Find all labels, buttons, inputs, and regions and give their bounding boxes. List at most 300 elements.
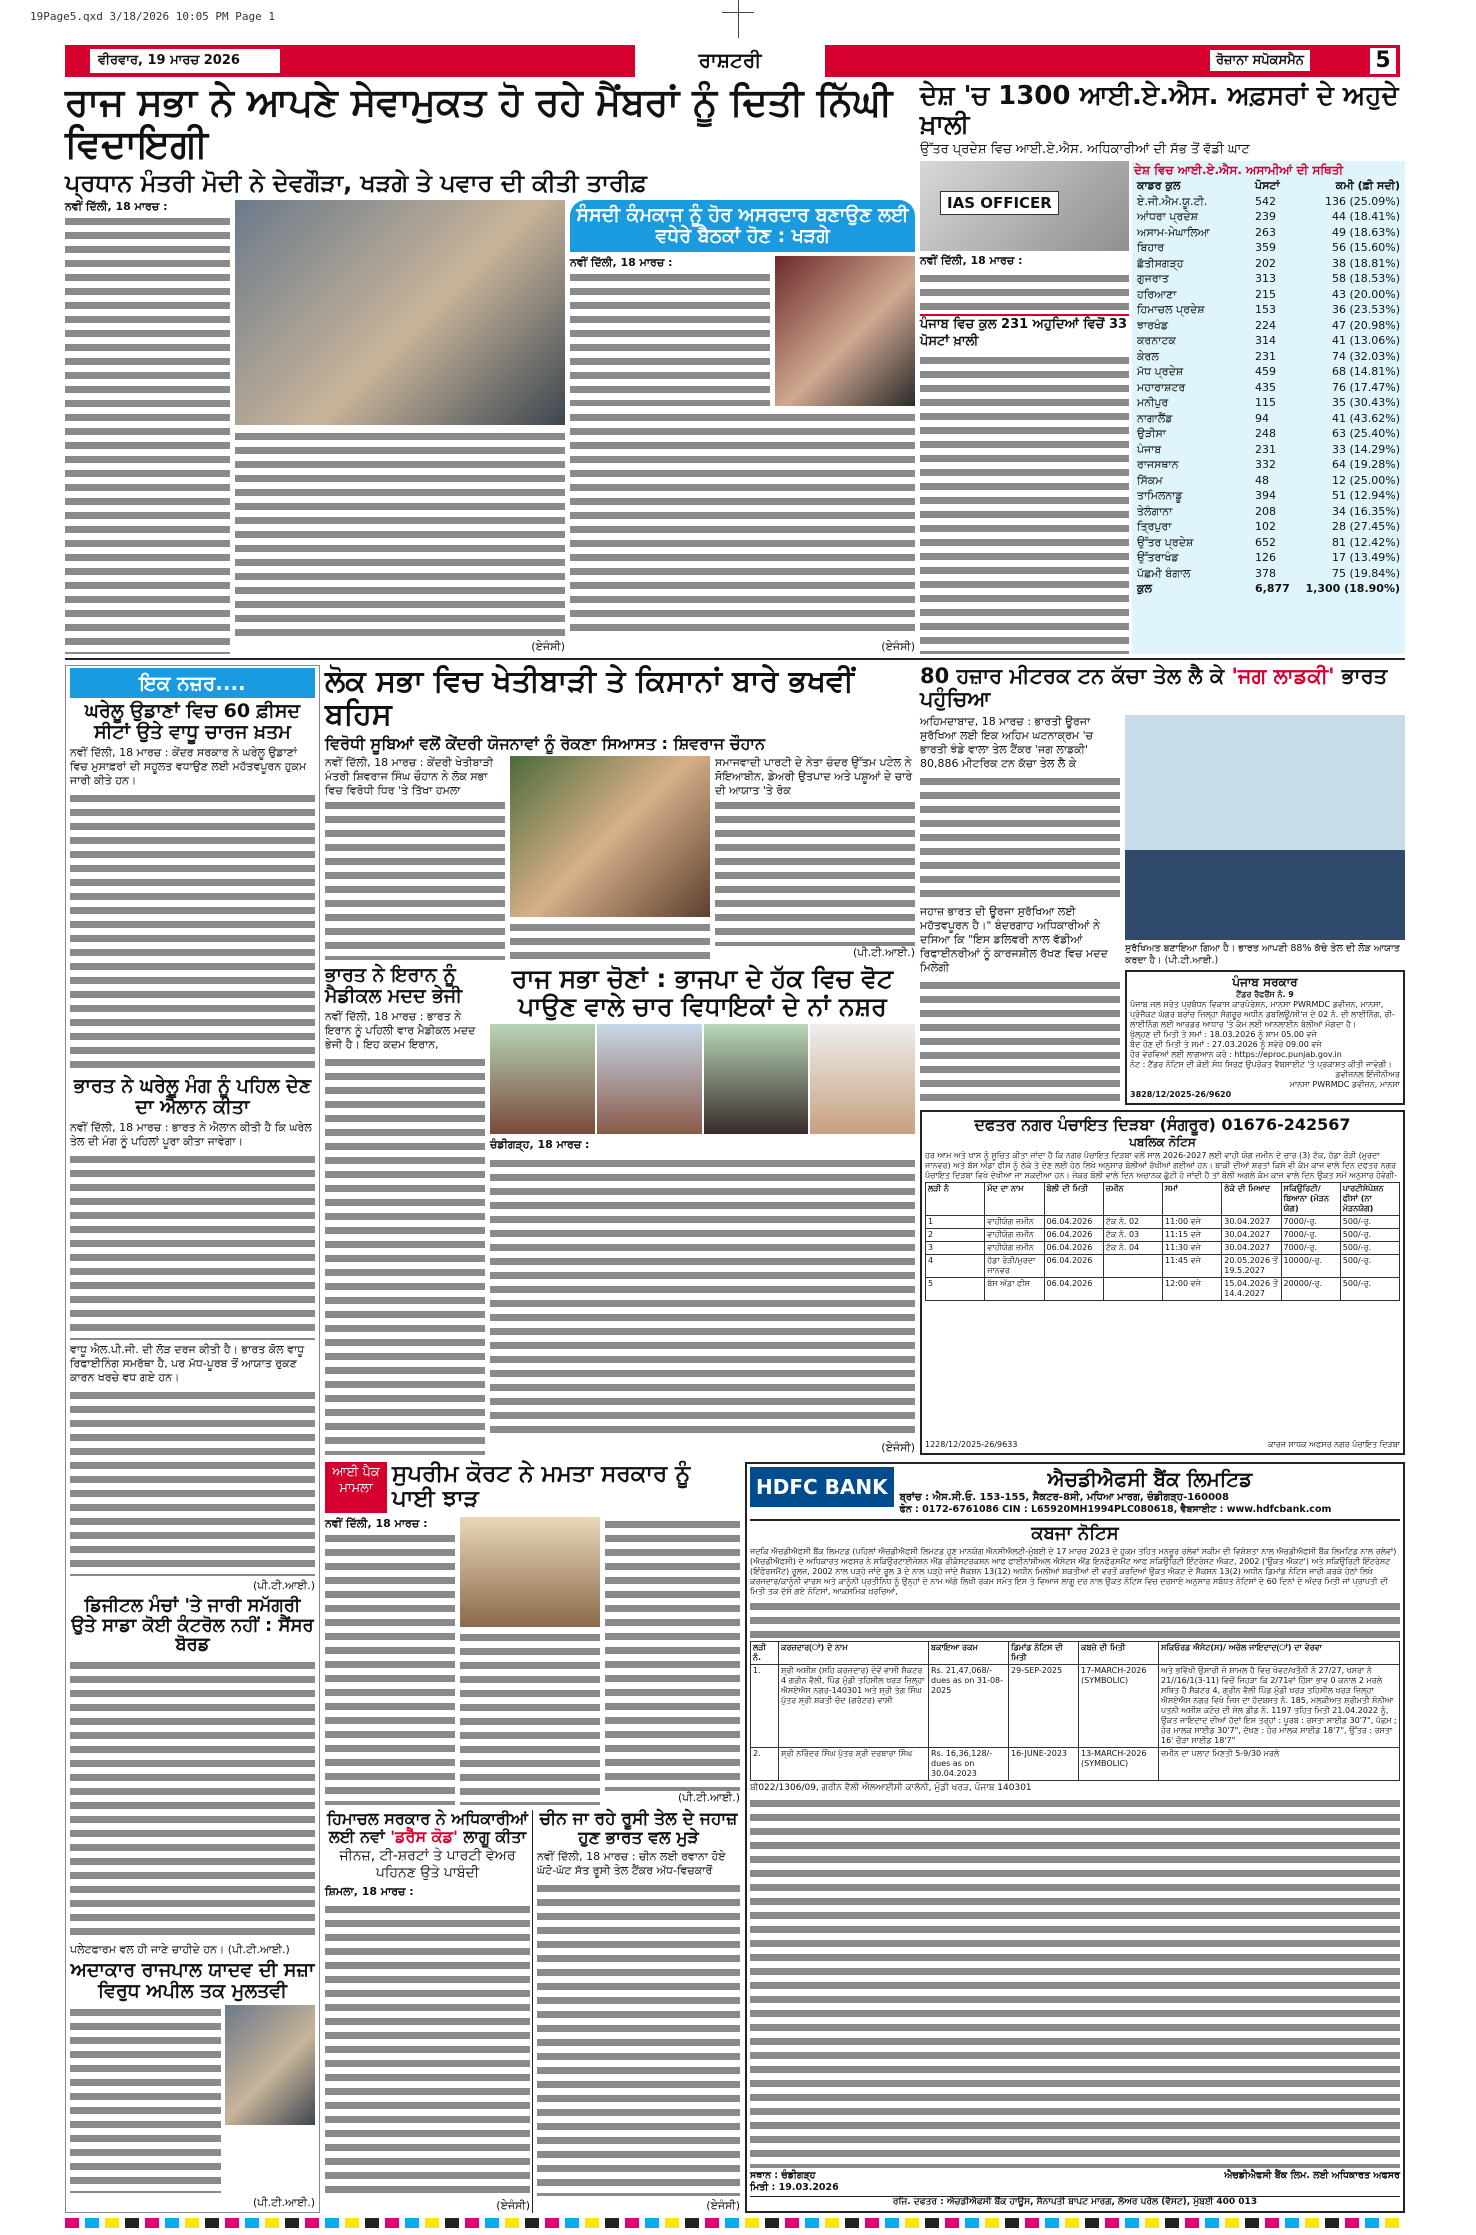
tanker-text: ਜਹਾਜ਼ ਭਾਰਤ ਦੀ ਊਰਜਾ ਸੁਰੱਖਿਆ ਲਈ ਮਹੱਤਵਪੂਰਨ ਹੈ।" ਬੰਦਰਗਾਹ ਅਧਿਕਾਰੀਆਂ ਨੇ ਦਸਿਆ ਕਿ "ਇਸ ਡਲਿਵਰੀ ਨਾਲ ਵੱਡੀਆਂ ਰਿਫਾਈਨਰੀਆਂ ਨੂੰ ਕਾਰਜਸ਼ੀਲ ਰੱਖਣ ਵਿਚ ਮਦਦ ਮਿਲੇਗੀ [920, 905, 1120, 975]
table-cell: 30.04.2027 [1222, 1229, 1281, 1242]
hdfc-table [750, 1641, 1400, 1781]
table-row [1134, 194, 1403, 210]
punjab-tender-ad [1125, 970, 1405, 1105]
table-cell: ਵਾਹੀਯੋਗ ਜ਼ਮੀਨ [985, 1216, 1044, 1229]
ias-body [920, 271, 1129, 311]
table-cell: 542 [1255, 194, 1276, 208]
story-headline: ਅਦਾਕਾਰ ਰਾਜਪਾਲ ਯਾਦਵ ਦੀ ਸਜ਼ਾ ਵਿਰੁਧ ਅਪੀਲ ਤਕ ਮੁਲਤਵੀ [70, 1959, 315, 2003]
iran-headline: ਭਾਰਤ ਨੇ ਇਰਾਨ ਨੂੰ ਮੈਡੀਕਲ ਮਦਦ ਭੇਜੀ [325, 964, 463, 1007]
dirba-public-notice [920, 1110, 1405, 1455]
table-cell: 500/-ਰੁ. [1340, 1278, 1399, 1301]
china-headline: ਚੀਨ ਜਾ ਰਹੇ ਰੂਸੀ ਤੇਲ ਦੇ ਜਹਾਜ਼ ਹੁਣ ਭਾਰਤ ਵਲ ਮੁੜੇ [539, 1809, 738, 1848]
table-cell: ਕੇਰਲ [1137, 349, 1159, 363]
tender-open: ਖੁੱਲ੍ਹਣ ਦੀ ਮਿਤੀ ਤੇ ਸਮਾਂ : 18.03.2026 ਨੂੰ ਸ਼ਾਮ 05.00 ਵਜੇ [1130, 1030, 1317, 1039]
table-row [1134, 209, 1403, 225]
table-cell: ਉੜੀਸਾ [1137, 427, 1166, 441]
hdfc-terms [750, 1796, 1400, 2168]
table-cell: 74 (32.03%) [1331, 349, 1400, 363]
table-cell: ਸ਼੍ਰੀ ਅਸ਼ੀਸ਼ (ਸਹਿ ਕਰਜ਼ਦਾਰ) ਦੋਵੇਂ ਵਾਸੀ ਸੈਕਟਰ 4 ਗਰੀਨ ਵੈਲੀ, ਪਿੰਡ ਮੁੰਡੀ ਤਹਿਸੀਲ ਖਰੜ ਜ਼ਿਲ੍ਹਾ ਐਸਏਐਸ ਨਗਰ-140301 ਅਤੇ ਸ਼੍ਰੀ ਤੇਗ ਸਿੰਘ ਪੁੱਤਰ ਸ਼੍ਰੀ ਸ਼ਕਤੀ ਚੰਦ (ਗਰੰਟਰ) ਵਾਸੀ [779, 1665, 929, 1748]
table-cell: 17-MARCH-2026 (SYMBOLIC) [1079, 1665, 1159, 1748]
table-cell: ਪੰਜਾਬ [1137, 442, 1162, 456]
lok-sabha-headline: ਲੋਕ ਸਭਾ ਵਿਚ ਖੇਤੀਬਾੜੀ ਤੇ ਕਿਸਾਨਾਂ ਬਾਰੇ ਭਖਵੀਂ ਬਹਿਸ [325, 664, 854, 732]
ias-callout: ਪੰਜਾਬ ਵਿਚ ਕੁਲ 231 ਅਹੁਦਿਆਂ ਵਿਚੋਂ 33 ਪੋਸਟਾਂ ਖ਼ਾਲੀ [920, 314, 1129, 350]
table-cell: ਟੱਕ ਨੰ. 03 [1103, 1229, 1162, 1242]
table-cell: ਤੇਲੰਗਾਨਾ [1137, 504, 1173, 518]
table-cell: 41 (13.06%) [1331, 334, 1400, 348]
story-text: ਪਲੇਟਫਾਰਮ ਵਲ ਹੀ ਜਾਣੇ ਚਾਹੀਦੇ ਹਨ। (ਪੀ.ਟੀ.ਆਈ.) [70, 1943, 315, 1957]
table-cell: 33 (14.29%) [1331, 442, 1400, 456]
ias-dateline: ਨਵੀਂ ਦਿੱਲੀ, 18 ਮਾਰਚ : [920, 254, 1129, 268]
issue-date: ਵੀਰਵਾਰ, 19 ਮਾਰਚ 2026 [90, 49, 280, 73]
table-cell: 313 [1255, 272, 1276, 286]
table-cell: 1. [751, 1665, 779, 1748]
tender-office: ਮਾਨਸਾ PWRMDC ਡਵੀਜ਼ਨ, ਮਾਨਸਾ [1289, 1080, 1400, 1089]
table-cell: 332 [1255, 458, 1276, 472]
table-cell: ਸ਼੍ਰੀ ਨਰਿੰਦਰ ਸਿੰਘ ਪੁੱਤਰ ਸ਼੍ਰੀ ਦਰਬਾਰਾ ਸਿੰਘ [779, 1748, 929, 1781]
lead-body-2 [235, 429, 565, 636]
table-cell: 378 [1255, 566, 1276, 580]
rs-polls-story [490, 965, 915, 1455]
headline-highlight: 'ਡਰੈੱਸ ਕੋਡ' [390, 1826, 458, 1846]
col-header: ਪੋਸਟਾਂ [1255, 179, 1280, 193]
col-header: ਕਾਡਰ ਕੁਲ [1137, 179, 1181, 193]
notice-table [925, 1182, 1400, 1301]
table-cell: 500/-ਰੁ. [1340, 1255, 1399, 1278]
hdfc-possession-notice [745, 1462, 1405, 2213]
table-cell: 11:15 ਵਜੇ [1163, 1229, 1222, 1242]
lok-sabha-credit: (ਪੀ.ਟੀ.ਆਈ.) [852, 946, 915, 959]
lok-sabha-story [325, 665, 915, 960]
table-cell: ਹਿਮਾਚਲ ਪ੍ਰਦੇਸ਼ [1137, 303, 1205, 317]
table-cell: 30.04.2027 [1222, 1242, 1281, 1255]
kharge-body-2 [570, 410, 915, 636]
hdfc-intro-cont [750, 1599, 1400, 1639]
table-cell: 64 (19.28%) [1331, 458, 1400, 472]
table-cell: 20.05.2026 ਤੋਂ 19.5.2027 [1222, 1255, 1281, 1278]
table-cell: 68 (14.81%) [1331, 365, 1400, 379]
supreme-credit: (ਪੀ.ਟੀ.ਆਈ.) [677, 1791, 740, 1804]
col-header: ਬੋਲੀ ਦੀ ਮਿਤੀ [1044, 1183, 1103, 1216]
tanker-body-2 [920, 978, 1120, 1105]
table-cell: ਹੱਡਾ ਰੋੜੀ/ਮੁਰਦਾ ਜਾਨਵਰ [985, 1255, 1044, 1278]
kharge-body [570, 270, 770, 406]
mla-photo [490, 1024, 595, 1134]
table-cell: 49 (18.63%) [1331, 225, 1400, 239]
tanker-headline [920, 665, 1405, 711]
kharge-photo [775, 256, 915, 406]
table-cell: 1,300 (18.90%) [1305, 582, 1400, 596]
lok-sabha-subhead: ਵਿਰੋਧੀ ਸੂਬਿਆਂ ਵਲੋਂ ਕੇਂਦਰੀ ਯੋਜਨਾਵਾਂ ਨੂੰ ਰੋਕਣਾ ਸਿਆਸਤ : ਸ਼ਿਵਰਾਜ ਚੌਹਾਨ [325, 734, 766, 753]
table-cell: 394 [1255, 489, 1276, 503]
table-cell: 30.04.2027 [1222, 1216, 1281, 1229]
table-cell: 81 (12.42%) [1331, 535, 1400, 549]
tender-close: ਬੰਦ ਹੋਣ ਦੀ ਮਿਤੀ ਤੇ ਸਮਾਂ : 27.03.2026 ਨੂੰ ਸਵੇਰੇ 09.00 ਵਜੇ [1130, 1040, 1322, 1049]
himachal-credit: (ਏਜੰਸੀ) [496, 2199, 530, 2212]
table-cell: ਹਰਿਆਣਾ [1137, 287, 1177, 301]
table-cell: 11:45 ਵਜੇ [1163, 1255, 1222, 1278]
story-body [70, 1388, 315, 1576]
table-row [1134, 333, 1403, 349]
table-row [1134, 240, 1403, 256]
lead-subhead: ਪ੍ਰਧਾਨ ਮੰਤਰੀ ਮੋਦੀ ਨੇ ਦੇਵਗੌੜਾ, ਖੜਗੇ ਤੇ ਪਵਾਰ ਦੀ ਕੀਤੀ ਤਾਰੀਫ਼ [65, 168, 647, 197]
table-cell: 63 (25.40%) [1331, 427, 1400, 441]
table-cell: 248 [1255, 427, 1276, 441]
col-header: ਸਕਿਉਰਿਟੀ/ਬਿਆਨਾ (ਮੋੜਨ ਯੋਗ) [1281, 1183, 1340, 1216]
masthead: ਰੋਜ਼ਾਨਾ ਸਪੋਕਸਮੈਨ [1210, 50, 1310, 71]
table-cell: 126 [1255, 551, 1276, 565]
table-row [1134, 519, 1403, 535]
table-cell: 500/-ਰੁ. [1340, 1216, 1399, 1229]
table-cell: 6,877 [1255, 582, 1290, 596]
kharge-headline: ਸੰਸਦੀ ਕੰਮਕਾਜ ਨੂੰ ਹੋਰ ਅਸਰਦਾਰ ਬਣਾਉਣ ਲਈ ਵਧੇਰੇ ਬੈਠਕਾਂ ਹੋਣ : ਖੜਗੇ [570, 200, 915, 252]
hdfc-logo: HDFC BANK [750, 1467, 894, 1507]
col-header: ਸਕਿਓਰਡ ਐਸੇਟ(ਸ)/ ਅਚੱਲ ਜਾਇਦਾਦ(ਾਂ) ਦਾ ਵੇਰਵਾ [1159, 1642, 1400, 1665]
supreme-body [325, 1531, 455, 1805]
china-story [537, 1810, 740, 2213]
table-cell: 47 (20.98%) [1331, 318, 1400, 332]
table-cell: ਟੱਕ ਨੰ. 02 [1103, 1216, 1162, 1229]
table-cell: 76 (17.47%) [1331, 380, 1400, 394]
rs-polls-credit: (ਏਜੰਸੀ) [881, 1441, 915, 1454]
table-row [1134, 271, 1403, 287]
supreme-dateline: ਨਵੀਂ ਦਿੱਲੀ, 18 ਮਾਰਚ : [325, 1517, 455, 1531]
table-cell: 75 (19.84%) [1331, 566, 1400, 580]
story-body [70, 791, 315, 1073]
table-cell: 12 (25.00%) [1331, 473, 1400, 487]
table-header-row [926, 1183, 1400, 1216]
ias-body-2 [920, 353, 1129, 654]
rs-polls-dateline: ਚੰਡੀਗੜ੍ਹ, 18 ਮਾਰਚ : [490, 1138, 915, 1152]
tender-note: ਨੋਟ : ਟੈਂਡਰ ਨੋਟਿਸ ਦੀ ਕੋਈ ਸੋਧ ਸਿਰਫ਼ ਉਪਰੋਕਤ ਵੈਬਸਾਈਟ 'ਤੇ ਪ੍ਰਕਾਸ਼ਤ ਕੀਤੀ ਜਾਵੇਗੀ। [1130, 1060, 1392, 1069]
lead-credit: (ਏਜੰਸੀ) [531, 640, 565, 653]
table-cell: ਕੁਲ [1137, 582, 1152, 596]
supreme-headline: ਸੁਪਰੀਮ ਕੋਰਟ ਨੇ ਮਮਤਾ ਸਰਕਾਰ ਨੂੰ ਪਾਈ ਝਾੜ [392, 1461, 691, 1513]
table-row [926, 1255, 1400, 1278]
story-headline: ਡਿਜੀਟਲ ਮੰਚਾਂ 'ਤੇ ਜਾਰੀ ਸਮੱਗਰੀ ਉਤੇ ਸਾਡਾ ਕੋਈ ਕੰਟਰੋਲ ਨਹੀਂ : ਸੈਂਸਰ ਬੋਰਡ [71, 1594, 314, 1656]
col-header: ਸਮਾਂ [1163, 1183, 1222, 1216]
table-cell: ਬੱਸ ਅੱਡਾ ਫੀਸ [985, 1278, 1044, 1301]
table-row [1134, 302, 1403, 318]
ias-headline: ਦੇਸ਼ 'ਚ 1300 ਆਈ.ਏ.ਐਸ. ਅਫ਼ਸਰਾਂ ਦੇ ਅਹੁਦੇ ਖ਼ਾਲੀ [920, 81, 1399, 140]
hdfc-name: ਐਚਡੀਐਫਸੀ ਬੈਂਕ ਲਿਮਟਿਡ [1047, 1467, 1253, 1491]
table-cell: 94 [1255, 411, 1269, 425]
headline-part: 80 ਹਜ਼ਾਰ ਮੀਟਰਕ ਟਨ ਕੱਚਾ ਤੇਲ ਲੈ ਕੇ [920, 664, 1232, 688]
table-row [1134, 364, 1403, 380]
lok-sabha-body-3 [715, 798, 915, 946]
hdfc-signatory: ਐਚਡੀਐਫਸੀ ਬੈਂਕ ਲਿਮ. ਲਈ ਅਧਿਕਾਰਤ ਅਫਸਰ [1224, 2170, 1400, 2181]
table-cell: 2. [751, 1748, 779, 1781]
table-cell: 115 [1255, 396, 1276, 410]
shivraj-photo [510, 756, 710, 917]
table-cell: 231 [1255, 442, 1276, 456]
crop-mark [738, 0, 739, 38]
table-row [1134, 442, 1403, 458]
table-cell: ਕਰਨਾਟਕ [1137, 334, 1176, 348]
headline-part: ਹਿਮਾਚਲ ਸਰਕਾਰ ਨੇ ਅਧਿਕਾਰੀਆਂ ਲਈ ਨਵਾਂ [326, 1809, 529, 1846]
hdfc-place: ਸਥਾਨ : ਚੰਡੀਗੜ੍ਹ [750, 2170, 816, 2181]
ias-story [920, 82, 1405, 654]
supreme-body-3 [605, 1517, 740, 1791]
table-cell: ਉੱਤਰ ਪ੍ਰਦੇਸ਼ [1137, 535, 1194, 549]
table-cell: 06.04.2026 [1044, 1242, 1103, 1255]
lead-photo [235, 200, 565, 425]
col-header: ਜ਼ਮੀਨ [1103, 1183, 1162, 1216]
table-row [1134, 581, 1403, 597]
lead-headline: ਰਾਜ ਸਭਾ ਨੇ ਆਪਣੇ ਸੇਵਾਮੁਕਤ ਹੋ ਰਹੇ ਮੈਂਬਰਾਂ ਨੂੰ ਦਿਤੀ ਨਿੱਘੀ ਵਿਦਾਇਗੀ [65, 80, 893, 166]
tender-title: ਪੰਜਾਬ ਸਰਕਾਰ [1232, 975, 1298, 989]
ik-nazar-column [65, 665, 320, 2213]
tanker-caption: ਸੁਰੱਖਿਅਤ ਬਣਾਇਆ ਗਿਆ ਹੈ। ਭਾਰਤ ਆਪਣੀ 88% ਕੱਚੇ ਤੇਲ ਦੀ ਲੋੜ ਆਯਾਤ ਕਰਦਾ ਹੈ। (ਪੀ.ਟੀ.ਆਈ.) [1125, 943, 1405, 967]
table-row [1134, 504, 1403, 520]
table-cell: ਅਸਾਮ-ਮੇਘਾਲਿਆ [1137, 225, 1210, 239]
table-cell: 202 [1255, 256, 1276, 270]
table-row [926, 1229, 1400, 1242]
notice-body: ਹਰ ਆਮ ਅਤੇ ਖਾਸ ਨੂੰ ਸੂਚਿਤ ਕੀਤਾ ਜਾਂਦਾ ਹੈ ਕਿ ਨਗਰ ਪੰਚਾਇਤ ਦਿੜਬਾ ਵਲੋਂ ਸਾਲ 2026-2027 ਲਈ ਵਾਹੀ ਯੋਗ ਜ਼ਮੀਨ ਦੇ ਚਾਰ (3) ਟੱਕ, ਹੱਡਾ ਰੋੜੀ (ਮੁਰਦਾ ਜਾਨਵਰ) ਅਤੇ ਬੱਸ ਅੱਡਾ ਫੀਸ ਨੂੰ ਠੇਕੇ ਤੇ ਦੇਣ ਲਈ ਹੇਠ ਲਿਖੇ ਅਨੁਸਾਰ ਬੋਲੀਆਂ ਰੱਖੀਆਂ ਗਈਆਂ ਹਨ। ਬਾਕੀ ਦੀਆਂ ਸ਼ਰਤਾਂ ਕਿਸੇ ਵੀ ਕੰਮ ਕਾਜ ਵਾਲੇ ਦਿਨ ਦਫਤਰ ਨਗਰ ਪੰਚਾਇਤ ਦਿੜਬਾ ਵਿਖੇ ਦੇਖੀਆ ਜਾ ਸਕਦੀਆ ਹਨ। ਜੇਕਰ ਬੋਲੀ ਵਾਲੇ ਦਿਨ ਅਚਾਨਕ ਛੁੱਟੀ ਹੋ ਜਾਂਦੀ ਹੈ ਤਾਂ ਬੋਲੀ ਅਗਲੇ ਕੰਮ ਕਾਜ ਵਾਲੇ ਦਿਨ ਉਕਤ ਸਮੇਂ ਅਨੁਸਾਰ ਹੋਵੇਗੀ- [925, 1151, 1397, 1180]
himachal-story [325, 1810, 530, 2213]
notice-signatory: ਕਾਰਜ ਸਾਧਕ ਅਫਸਰ ਨਗਰ ਪੰਚਾਇਤ ਦਿੜਬਾ [1268, 1440, 1400, 1449]
lok-sabha-body-2 [510, 920, 710, 960]
table-cell: 28 (27.45%) [1331, 520, 1400, 534]
story-body [70, 2005, 221, 2193]
tanker-story [920, 665, 1405, 1105]
rajpal-yadav-photo [225, 2005, 315, 2125]
col-header: ਮੱਦ ਦਾ ਨਾਮ [985, 1183, 1044, 1216]
table-row [1134, 473, 1403, 489]
tanker-body [920, 774, 1120, 901]
tender-body: ਪੰਜਾਬ ਜਲ ਸਰੋਤ ਪ੍ਰਬੰਧਨ ਵਿਕਾਸ ਕਾਰਪੋਰੇਸ਼ਨ, ਮਾਨਸਾ PWRMDC ਡਵੀਜ਼ਨ, ਮਾਨਸਾ, ਪ੍ਰੋਜੈਕਟ ਘੱਗਰ ਬਰਾਂਚ ਜ਼ਿਲ੍ਹਾ ਸੰਗਰੂਰ ਅਧੀਨ ਡਬਲਿਊ/ਸੀ'ਜ਼ ਦੇ 02 ਨੰ. ਦੀ ਲਾਈਨਿੰਗ, ਰੀ-ਲਾਈਨਿੰਗ ਲਈ ਆਰਡਰ ਆਧਾਰ 'ਤੇ ਕੰਮ ਲਈ ਆਨਲਾਈਨ ਬੋਲੀਆਂ ਮੰਗਦਾ ਹੈ। [1130, 1000, 1395, 1029]
hdfc-notice-title: ਕਬਜਾ ਨੋਟਿਸ [1031, 1523, 1119, 1544]
table-cell: ਝਾਰਖੰਡ [1137, 318, 1169, 332]
table-cell: 652 [1255, 535, 1276, 549]
hdfc-intro: ਜਦਕਿ ਐਚਡੀਐਫਸੀ ਬੈਂਕ ਲਿਮਟਡ (ਪਹਿਲਾਂ ਐਚਡੀਐਫਸੀ ਲਿਮਟਡ ਹੁਣ ਮਾਨਯੋਗ ਐਨਸੀਐਲਟੀ-ਮੁੰਬਈ ਦੇ 17 ਮਾਰਚ 2023 ਦੇ ਹੁਕਮ ਤਹਿਤ ਮਨਜ਼ੂਰ ਰਲੇਵਾਂ ਸਕੀਮ ਦੀ ਵਿਸ਼ੇਸ਼ਤਾ ਨਾਲ ਐਚਡੀਐਫਸੀ ਬੈਂਕ ਲਿਮਟਿਡ ਨਾਲ ਰਲੇਵਾਂ) (ਐਚਡੀਐਫਸੀ) ਦੇ ਅਧਿਕਾਰਤ ਅਫਸਰ ਨੇ ਸਕਿਉਰਟਾਈਜੇਸ਼ਨ ਐਂਡ ਰੀਕੰਸਟਰਕਸ਼ਨ ਆਫ ਫਾਈਨਾਂਸ਼ੀਅਲ ਐਸੇਟਸ ਐਂਡ ਇਨਫੋਰਸਮੈਂਟ ਆਫ ਸਕਿਉਰਿਟੀ ਇੰਟਰੇਸਟ ਐਕਟ, 2002 ('ਉਕਤ ਐਕਟ') ਅਤੇ ਸਕਿਉਰਿਟੀ ਇੰਟਰੇਸਟ (ਇੰਫੋਰਸਮੈਂਟ) ਰੂਲਜ਼, 2002 ਨਾਲ ਪੜ੍ਹੇ ਜਾਂਦੇ ਰੂਲ 3 ਦੇ ਨਾਲ ਪੜ੍ਹੇ ਜਾਂਦੇ ਸੈਕਸ਼ਨ 13(12) ਅਧੀਨ ਮਿਲੀਆਂ ਸ਼ਕਤੀਆਂ ਦੀ ਵਰਤੋਂ ਕਰਦਿਆਂ ਉਕਤ ਐਕਟ ਦੇ ਸੈਕਸ਼ਨ 13(2) ਅਧੀਨ ਡਿਮਾਂਡ ਨੋਟਿਸ ਜਾਰੀ ਕਰਕੇ ਹੇਠਾਂ ਲਿਖੇ ਕਰਜਦਾਰ/ਕਾਨੂੰਨੀ ਵਾਰਸ ਅਤੇ ਕਾਨੂੰਨੀ ਪ੍ਰਤੀਨਿਧ ਨੂੰ ਉਨ੍ਹਾਂ ਦੇ ਨਾਮ ਅੱਗੇ ਲਿਖੀ ਰਕਮ ਸਮੇਤ ਇਸ ਤੇ ਵਿਆਜ ਲਾਗੂ ਦਰ ਨਾਲ ਉਕਤ ਨੋਟਿਸ ਵਿਚ ਦਰਸਾਏ ਅਨੁਸਾਰ ਸਬੰਧਤ ਨੋਟਿਸਾਂ ਦੇ 60 ਦਿਨਾਂ ਦੇ ਅੰਦਰ ਮਿਤੀ ਜਾਂ ਪ੍ਰਾਪਤੀ ਦੀ ਮਿਤੀ ਤਕ ਦੱਸੇ ਗਏ ਨੋਟਿਸਾਂ, ਆਕਸਮਿਕ ਖ਼ਰਚਿਆਂ, [750, 1547, 1397, 1596]
table-cell: 136 (25.09%) [1324, 194, 1400, 208]
lead-body [65, 214, 230, 654]
rs-polls-headline: ਰਾਜ ਸਭਾ ਚੋਣਾਂ : ਭਾਜਪਾ ਦੇ ਹੱਕ ਵਿਚ ਵੋਟ ਪਾਉਣ ਵਾਲੇ ਚਾਰ ਵਿਧਾਇਕਾਂ ਦੇ ਨਾਂ ਨਸ਼ਰ [511, 964, 894, 1021]
table-cell: 208 [1255, 504, 1276, 518]
tender-ref: ਟੈਂਡਰ ਰੈਫਰੈਂਸ ਨੰ. 9 [1236, 990, 1294, 999]
table-row [926, 1278, 1400, 1301]
tender-signatory: ਡਵੀਜ਼ਨਲ ਇੰਜੀਨੀਅਰ [1335, 1070, 1400, 1079]
lok-sabha-col2: ਸਮਾਜਵਾਦੀ ਪਾਰਟੀ ਦੇ ਨੇਤਾ ਚੰਦਰ ਉੱਤਮ ਪਟੇਲ ਨੇ ਸੋਇਆਬੀਨ, ਡੇਅਰੀ ਉਤਪਾਦ ਅਤੇ ਪਸ਼ੂਆਂ ਦੇ ਚਾਰੇ ਦੀ ਆਯਾਤ 'ਤੇ ਰੋਕ [715, 756, 915, 798]
tender-code: 3828/12/2025-26/9620 [1130, 1090, 1232, 1099]
supreme-court-photo [460, 1517, 600, 1627]
table-cell: 35 (30.43%) [1331, 396, 1400, 410]
hdfc-branch: ਬ੍ਰਾਂਚ : ਐਸ.ਸੀ.ਓ. 153-155, ਸੈਕਟਰ-8ਸੀ, ਮਧਿਆ ਮਾਰਗ, ਚੰਡੀਗੜ੍ਹ-160008 [899, 1492, 1229, 1503]
table-cell: 7000/-ਰੁ. [1281, 1216, 1340, 1229]
hdfc-address: ਬੀ022/1306/09, ਗਰੀਨ ਵੈਲੀ ਐਲਆਈਸੀ ਕਾਲੋਨੀ, ਮੁੰਡੀ ਖਰੜ, ਪੰਜਾਬ 140301 [750, 1783, 1032, 1793]
ias-photo [920, 161, 1129, 251]
table-cell: ਪੱਛਮੀ ਬੰਗਾਲ [1137, 566, 1191, 580]
ias-vacancy-table [1134, 178, 1403, 597]
ik-nazar-label: ਇਕ ਨਜ਼ਰ.... [70, 668, 315, 698]
table-cell: ਛੱਤੀਸਗੜ੍ਹ [1137, 256, 1184, 270]
col-header: ਪਾਰਟੀਸੇਪੇਸ਼ਨ ਫੀਸਾਂ (ਨਾ ਮੋੜਨਯੋਗ) [1340, 1183, 1399, 1216]
table-cell: ਮਨੀਪੁਰ [1137, 396, 1169, 410]
table-row [1134, 225, 1403, 241]
story-lead: ਨਵੀਂ ਦਿੱਲੀ, 18 ਮਾਰਚ : ਭਾਰਤ ਨੇ ਐਲਾਨ ਕੀਤੀ ਹੈ ਕਿ ਘਰੇਲ ਤੇਲ ਦੀ ਮੰਗ ਨੂੰ ਪਹਿਲਾਂ ਪੂਰਾ ਕੀਤਾ ਜਾਵੇਗਾ। [70, 1121, 315, 1149]
table-cell: 435 [1255, 380, 1276, 394]
page-number: 5 [1370, 48, 1396, 74]
table-cell: 231 [1255, 349, 1276, 363]
table-row [1134, 550, 1403, 566]
table-cell: 263 [1255, 225, 1276, 239]
table-cell: 15.04.2026 ਤੋਂ 14.4.2027 [1222, 1278, 1281, 1301]
lok-sabha-body [325, 798, 505, 960]
table-cell: ਏ.ਜੀ.ਐਮ.ਯੂ.ਟੀ. [1137, 194, 1208, 208]
table-cell: 06.04.2026 [1044, 1216, 1103, 1229]
table-cell: ਮਹਾਰਾਸ਼ਟਰ [1137, 380, 1186, 394]
table-cell: 4 [926, 1255, 985, 1278]
table-cell: ਅਤੇ ਭਵਿੱਖੀ ਉਸਾਰੀ ਜੋ ਸ਼ਾਮਲ ਹੈ ਵਿਚ ਖੇਵਟ/ਖਤੌਨੀ ਨੰ 27/27, ਖਸਰਾ ਨੰ 21//16/1(3-11) ਵਿਚੋਂ ਜਿਹੜਾ ਕਿ 2/71ਵਾਂ ਹਿੱਸਾ ਭਾਵ 0 ਕਨਾਲ 2 ਮਰਲੇ ਸਥਿਤ ਹੈ ਸੈਕਟਰ 4, ਗ੍ਰੀਨ ਵੈਲੀ ਪਿੰਡ ਮੁੰਡੀ ਖਰੜ ਤਹਿਸੀਲ ਖਰੜ ਜ਼ਿਲ੍ਹਾ ਐਸਏਐਸ ਨਗਰ ਵਿਖੇ ਜਿਸ ਦਾ ਹੱਦਬਸਤ ਨੰ. 185, ਮਲਕੀਅਤ ਸ਼੍ਰੀਮਤੀ ਸੋਨੀਆ ਪਤਨੀ ਅਸ਼ੀਸ਼ ਕਟੋਚ ਦੀ ਸੇਲ ਡੀਡ ਨੰ. 1197 ਤਹਿਤ ਮਿਤੀ 21.04.2022 ਨੂੰ, ਉਕਤ ਜਾਇਦਾਦ ਦੀਆਂ ਹੱਦਾਂ ਇਸ ਤਰ੍ਹਾਂ : ਪੂਰਬ : ਰਸਤਾ ਸਾਈਡ 30'7", ਪੱਛਮ ; ਹੋਰ ਮਾਲਕ ਸਾਈਡ 30'7", ਦੱਖਣ : ਹੋਰ ਮਾਲਕ ਸਾਈਡ 18'7", ਉੱਤਰ : ਰਸਤਾ 16' ਚੌੜਾ ਸਾਈਡ 18'7" [1159, 1665, 1400, 1748]
headline-part: ਭਾਰਤ ਪਹੁੰਚਿਆ [920, 664, 1388, 712]
table-cell: 5 [926, 1278, 985, 1301]
table-row [751, 1748, 1400, 1781]
col-header: ਲੜੀ ਨੰ. [751, 1642, 779, 1665]
rs-polls-body [490, 1156, 915, 1437]
lok-sabha-lead: ਨਵੀਂ ਦਿੱਲੀ, 18 ਮਾਰਚ : ਕੇਂਦਰੀ ਖੇਤੀਬਾੜੀ ਮੰਤਰੀ ਸ਼ਿਵਰਾਜ ਸਿੰਘ ਚੌਹਾਨ ਨੇ ਲੋਕ ਸਭਾ ਵਿਚ ਵਿਰੋਧੀ ਧਿਰ 'ਤੇ ਤਿੱਖਾ ਹਮਲਾ [325, 756, 505, 798]
crop-mark [722, 12, 754, 13]
headline-highlight: 'ਜਗ ਲਾਡਕੀ' [1231, 664, 1335, 688]
table-cell [1103, 1278, 1162, 1301]
table-row [1134, 380, 1403, 396]
table-cell: ਉੱਤਰਾਖੰਡ [1137, 551, 1179, 565]
divider [532, 1810, 533, 2213]
table-row [1134, 426, 1403, 442]
notice-code: 1228/12/2025-26/9633 [925, 1440, 1018, 1449]
table-cell: ਜ਼ਮੀਨ ਦਾ ਪਲਾਟ ਮਿਣਤੀ 5-9/30 ਮਰਲੇ [1159, 1748, 1400, 1781]
table-header-row [751, 1642, 1400, 1665]
china-lead: ਨਵੀਂ ਦਿੱਲੀ, 18 ਮਾਰਚ : ਚੀਨ ਲਈ ਰਵਾਨਾ ਹੋਏ ਘੱਟੋ-ਘੱਟ ਸੱਤ ਰੂਸੀ ਤੇਲ ਟੈਂਕਰ ਅੱਧ-ਵਿਚਕਾਰੋਂ [537, 1850, 740, 1878]
table-cell: ਗੁਜਰਾਤ [1137, 272, 1169, 286]
mla-photo [704, 1024, 809, 1134]
table-cell: 359 [1255, 241, 1276, 255]
ias-table-title: ਦੇਸ਼ ਵਿਚ ਆਈ.ਏ.ਐਸ. ਅਸਾਮੀਆਂ ਦੀ ਸਥਿਤੀ [1134, 163, 1344, 178]
table-cell: 51 (12.94%) [1331, 489, 1400, 503]
table-cell: 12:00 ਵਜੇ [1163, 1278, 1222, 1301]
table-cell: 36 (23.53%) [1331, 303, 1400, 317]
table-cell: 38 (18.81%) [1331, 256, 1400, 270]
china-body [537, 1881, 740, 2196]
table-cell: 1 [926, 1216, 985, 1229]
table-cell: ਵਾਹੀਯੋਗ ਜ਼ਮੀਨ [985, 1229, 1044, 1242]
table-cell: 48 [1255, 473, 1269, 487]
table-cell: 13-MARCH-2026 (SYMBOLIC) [1079, 1748, 1159, 1781]
table-cell: ਸਿੱਕਮ [1137, 473, 1163, 487]
himachal-body [325, 1902, 530, 2196]
kharge-dateline: ਨਵੀਂ ਦਿੱਲੀ, 18 ਮਾਰਚ : [570, 256, 770, 270]
supreme-story [325, 1462, 740, 1805]
supreme-body-2 [460, 1630, 600, 1805]
table-row [926, 1216, 1400, 1229]
table-cell: Rs. 16,36,128/- dues as on 30.04.2023 [929, 1748, 1009, 1781]
table-row [1134, 411, 1403, 427]
hdfc-contact: ਫੋਨ : 0172-6761086 CIN : L65920MH1994PLC080618, ਵੈਬਸਾਈਟ : www.hdfcbank.com [899, 1504, 1332, 1515]
table-cell: 43 (20.00%) [1331, 287, 1400, 301]
page-header-bar [65, 45, 1400, 77]
table-cell: 102 [1255, 520, 1276, 534]
table-row [1134, 488, 1403, 504]
tanker-lead: ਅਹਿਮਦਾਬਾਦ, 18 ਮਾਰਚ : ਭਾਰਤੀ ਊਰਜਾ ਸੁਰੱਖਿਆ ਲਈ ਇਕ ਅਹਿਮ ਘਟਨਾਕ੍ਰਮ 'ਚ ਭਾਰਤੀ ਝੰਡੇ ਵਾਲਾ ਤੇਲ ਟੈਂਕਰ 'ਜਗ ਲਾਡਕੀ' 80,886 ਮੀਟਰਿਕ ਟਨ ਕੱਚਾ ਤੇਲ ਲੈ ਕੇ [920, 715, 1120, 771]
table-cell: ਮੱਧ ਪ੍ਰਦੇਸ਼ [1137, 365, 1184, 379]
table-row [751, 1665, 1400, 1748]
table-cell: 314 [1255, 334, 1276, 348]
table-cell: 10000/-ਰੁ. [1281, 1255, 1340, 1278]
col-header: ਠੇਕੇ ਦੀ ਮਿਆਦ [1222, 1183, 1281, 1216]
notice-title: ਦਫਤਰ ਨਗਰ ਪੰਚਾਇਤ ਦਿੜਬਾ (ਸੰਗਰੂਰ) 01676-242567 [974, 1115, 1351, 1134]
table-cell: 11:30 ਵਜੇ [1163, 1242, 1222, 1255]
table-cell: 459 [1255, 365, 1276, 379]
ias-table-box [1132, 161, 1405, 654]
lead-story [65, 82, 915, 654]
table-cell: ਤ੍ਰਿਪੁਰਾ [1137, 520, 1172, 534]
table-cell: 2 [926, 1229, 985, 1242]
story-body [70, 1658, 315, 1940]
hdfc-footer: ਰਜਿ. ਦਫਤਰ : ਐਚਡੀਐਫਸੀ ਬੈਂਕ ਹਾਊਸ, ਸੈਨਾਪਤੀ ਬਾਪਟ ਮਾਰਗ, ਲੋਅਰ ਪਰੇਲ (ਵੈਸਟ), ਮੁੰਬਈ 400 013 [750, 2196, 1400, 2208]
table-row [1134, 566, 1403, 582]
table-cell: 44 (18.41%) [1331, 210, 1400, 224]
table-cell: 17 (13.49%) [1331, 551, 1400, 565]
table-cell: 215 [1255, 287, 1276, 301]
himachal-dateline: ਸ਼ਿਮਲਾ, 18 ਮਾਰਚ : [325, 1885, 530, 1899]
rs-mla-photos [490, 1024, 915, 1134]
table-cell: 239 [1255, 210, 1276, 224]
table-cell: 06.04.2026 [1044, 1278, 1103, 1301]
table-cell [1103, 1255, 1162, 1278]
table-cell: ਬਿਹਾਰ [1137, 241, 1165, 255]
table-cell: 7000/-ਰੁ. [1281, 1242, 1340, 1255]
story-body [70, 1152, 315, 1340]
ipac-tag: ਆਈ ਪੈਕ ਮਾਮਲਾ [325, 1462, 387, 1513]
table-cell: 3 [926, 1242, 985, 1255]
table-cell: ਰਾਜਸਥਾਨ [1137, 458, 1179, 472]
table-cell: 06.04.2026 [1044, 1229, 1103, 1242]
table-cell: 58 (18.53%) [1331, 272, 1400, 286]
story-credit: (ਪੀ.ਟੀ.ਆਈ.) [252, 1578, 315, 1592]
table-cell: ਤਾਮਿਲਨਾਡੂ [1137, 489, 1183, 503]
col-header: ਕਬਜ਼ੇ ਦੀ ਮਿਤੀ [1079, 1642, 1159, 1665]
table-cell: 41 (43.62%) [1331, 411, 1400, 425]
notice-subtitle: ਪਬਲਿਕ ਨੋਟਿਸ [1129, 1135, 1196, 1149]
print-slug: 19Page5.qxd 3/18/2026 10:05 PM Page 1 [30, 10, 276, 23]
tanker-photo [1125, 715, 1405, 940]
story-text: ਵਾਧੂ ਐਲ.ਪੀ.ਜੀ. ਦੀ ਲੋੜ ਦਰਜ ਕੀਤੀ ਹੈ। ਭਾਰਤ ਕੋਲ ਵਾਧੂ ਰਿਫਾਈਨਿੰਗ ਸਮਰੱਥਾ ਹੈ, ਪਰ ਮੱਧ-ਪੂਰਬ ਤੋਂ ਆਯਾਤ ਰੁਕਣ ਕਾਰਨ ਖਰਚੇ ਵਧ ਗਏ ਹਨ। [70, 1343, 315, 1385]
section-title: ਰਾਸ਼ਟਰੀ [635, 45, 825, 77]
table-header-row [1134, 178, 1403, 194]
table-row [1134, 256, 1403, 272]
col-header: ਡਿਮਾਂਡ ਨੋਟਿਸ ਦੀ ਮਿਤੀ [1009, 1642, 1079, 1665]
ias-photo-label: IAS OFFICER [940, 191, 1059, 215]
mla-photo [597, 1024, 702, 1134]
table-cell: ਟੱਕ ਨੰ. 04 [1103, 1242, 1162, 1255]
divider [65, 658, 1405, 660]
table-cell: 500/-ਰੁ. [1340, 1229, 1399, 1242]
col-header: ਕਰਜ਼ਦਾਰ(ਾਂ) ਦੇ ਨਾਮ [779, 1642, 929, 1665]
color-registration-bar [65, 2218, 1405, 2228]
table-row [1134, 457, 1403, 473]
table-cell: 29-SEP-2025 [1009, 1665, 1079, 1748]
table-cell: 34 (16.35%) [1331, 504, 1400, 518]
himachal-subhead: ਜੀਨਜ਼, ਟੀ-ਸ਼ਰਟਾਂ ਤੇ ਪਾਰਟੀ ਵੇਅਰ ਪਹਿਨਣ ਉਤੇ ਪਾਬੰਦੀ [339, 1848, 516, 1882]
table-cell: 11:00 ਵਜੇ [1163, 1216, 1222, 1229]
china-credit: (ਏਜੰਸੀ) [706, 2199, 740, 2212]
table-row [1134, 318, 1403, 334]
table-cell: 16-JUNE-2023 [1009, 1748, 1079, 1781]
table-row [1134, 535, 1403, 551]
iran-lead: ਨਵੀਂ ਦਿੱਲੀ, 18 ਮਾਰਚ : ਭਾਰਤ ਨੇ ਇਰਾਨ ਨੂੰ ਪਹਿਲੀ ਵਾਰ ਮੈਡੀਕਲ ਮਦਦ ਭੇਜੀ ਹੈ। ਇਹ ਕਦਮ ਇਰਾਨ, [325, 1010, 485, 1052]
tender-website[interactable]: ਹੋਰ ਵੇਰਵਿਆਂ ਲਈ ਲਾਗਆਨ ਕਰੋ : https://eproc.punjab.gov.in [1130, 1050, 1342, 1059]
story-headline: ਭਾਰਤ ਨੇ ਘਰੇਲੂ ਮੰਗ ਨੂੰ ਪਹਿਲ ਦੇਣ ਦਾ ਐਲਾਨ ਕੀਤਾ [73, 1074, 312, 1118]
col-header: ਬਕਾਇਆ ਰਕਮ [929, 1642, 1009, 1665]
